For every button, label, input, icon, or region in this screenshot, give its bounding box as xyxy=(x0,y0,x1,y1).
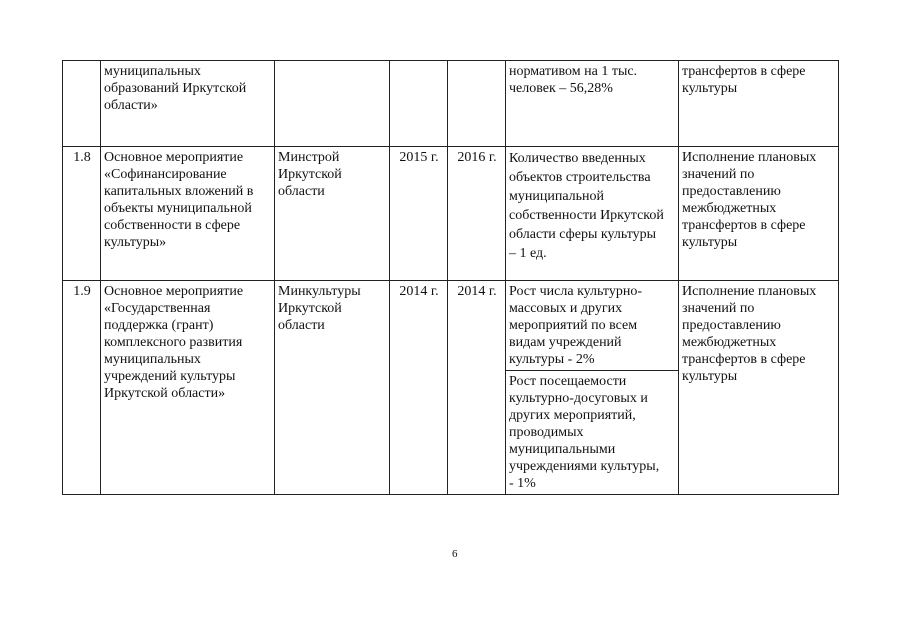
table-row-continued xyxy=(63,61,839,147)
cell-description: Основное мероприятие «Государственная поддержка (грант) комплексного развития муниципальных учреждений культуры Иркутской области» xyxy=(101,281,275,495)
cell-indicator: Количество введенных объектов строительства муниципальной собственности Иркутской области сферы культуры – 1 ед. xyxy=(506,147,679,281)
cell-end-year: 2016 г. xyxy=(448,147,506,281)
cell-description: Основное мероприятие «Софинансирование капитальных вложений в объекты муниципальной собственности в сфере культуры» xyxy=(101,147,275,281)
cell-end-year: 2014 г. xyxy=(448,281,506,495)
cell-indicator: нормативом на 1 тыс. человек – 56,28% xyxy=(506,61,679,147)
cell-start-year xyxy=(390,61,448,147)
cell-number: 1.9 xyxy=(63,281,101,495)
cell-description: муниципальных образований Иркутской области» xyxy=(101,61,275,147)
cell-start-year: 2015 г. xyxy=(390,147,448,281)
cell-executor: Минкультуры Иркутской области xyxy=(275,281,390,495)
cell-executor xyxy=(275,61,390,147)
cell-end-year xyxy=(448,61,506,147)
table-row-1-8 xyxy=(63,147,839,281)
cell-result: Исполнение плановых значений по предоставлению межбюджетных трансфертов в сфере культуры xyxy=(679,281,839,495)
cell-result: трансфертов в сфере культуры xyxy=(679,61,839,147)
measures-table xyxy=(62,60,839,495)
table-row-1-9 xyxy=(63,281,839,371)
cell-start-year: 2014 г. xyxy=(390,281,448,495)
cell-executor: Минстрой Иркутской области xyxy=(275,147,390,281)
page-number: 6 xyxy=(452,548,458,560)
cell-number: 1.8 xyxy=(63,147,101,281)
cell-result: Исполнение плановых значений по предоставлению межбюджетных трансфертов в сфере культуры xyxy=(679,147,839,281)
cell-number xyxy=(63,61,101,147)
cell-indicator-1: Рост числа культурно- массовых и других мероприятий по всем видам учреждений культуры - 2% xyxy=(506,281,679,371)
cell-indicator-2: Рост посещаемости культурно-досуговых и других мероприятий, проводимых муниципальными учреждениями культуры, - 1% xyxy=(506,371,679,495)
